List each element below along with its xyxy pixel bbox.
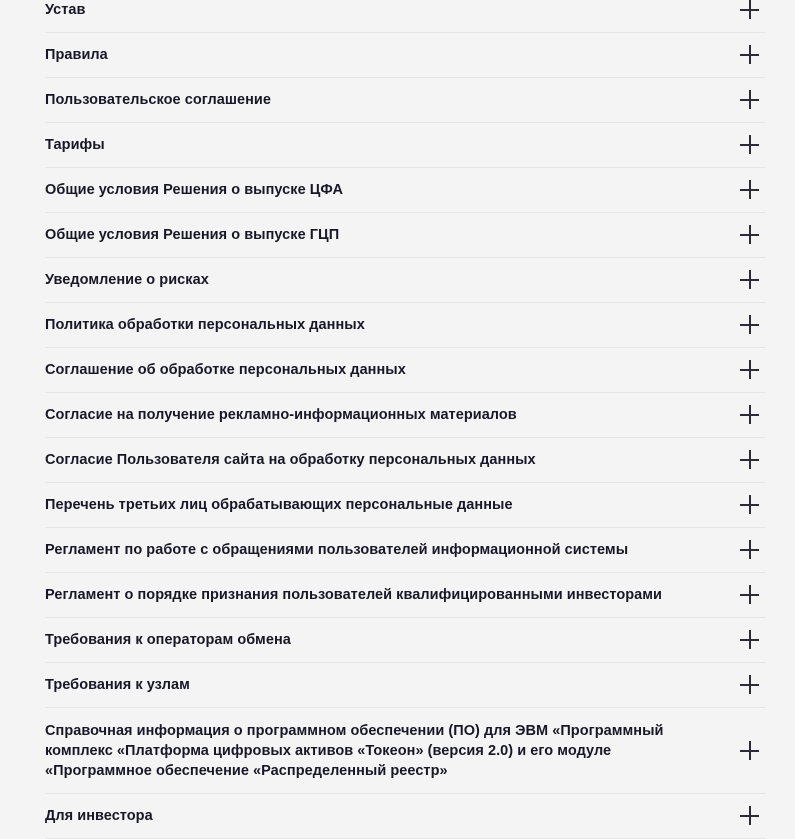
accordion-item-label: Справочная информация о программном обеспечении (ПО) для ЭВМ «Программный комплекс «Платформа цифровых активов «Токеон» (версия 2.0) и его модуле «Программное обеспечение «Распределенный реестр»	[45, 722, 664, 779]
accordion-item-label: Устав	[45, 2, 86, 18]
accordion-item-label: Перечень третьих лиц обрабатывающих персональные данные	[45, 497, 513, 513]
accordion-item-label: Согласие на получение рекламно-информационных материалов	[45, 407, 517, 423]
plus-icon[interactable]	[740, 270, 759, 289]
accordion-item-charter[interactable]	[45, 0, 765, 33]
accordion-item-data-processing-agreement[interactable]	[45, 348, 765, 393]
accordion-item-label: Тарифы	[45, 137, 105, 153]
plus-icon[interactable]	[740, 630, 759, 649]
accordion-item-risk-notice[interactable]	[45, 258, 765, 303]
plus-icon[interactable]	[740, 585, 759, 604]
accordion-item-label: Регламент о порядке признания пользователей квалифицированными инвесторами	[45, 587, 662, 603]
accordion-item-label: Общие условия Решения о выпуске ЦФА	[45, 182, 344, 198]
plus-icon[interactable]	[740, 135, 759, 154]
plus-icon[interactable]	[740, 360, 759, 379]
accordion-item-cfa-terms[interactable]	[45, 168, 765, 213]
accordion-item-marketing-consent[interactable]	[45, 393, 765, 438]
plus-icon[interactable]	[740, 675, 759, 694]
accordion-item-third-parties-list[interactable]	[45, 483, 765, 528]
accordion-item-label: Согласие Пользователя сайта на обработку персональных данных	[45, 452, 536, 468]
accordion-item-privacy-policy[interactable]	[45, 303, 765, 348]
accordion-item-exchange-operators-requirements[interactable]	[45, 618, 765, 663]
plus-icon[interactable]	[740, 90, 759, 109]
plus-icon[interactable]	[740, 180, 759, 199]
accordion-item-label: Политика обработки персональных данных	[45, 317, 365, 333]
plus-icon[interactable]	[740, 806, 759, 825]
accordion-item-appeals-regulation[interactable]	[45, 528, 765, 573]
plus-icon[interactable]	[740, 741, 759, 760]
accordion-item-label: Требования к операторам обмена	[45, 632, 291, 648]
accordion-item-label: Правила	[45, 47, 108, 63]
accordion-item-rules[interactable]	[45, 33, 765, 78]
accordion-item-label: Соглашение об обработке персональных данных	[45, 362, 406, 378]
accordion-item-user-agreement[interactable]	[45, 78, 765, 123]
documents-accordion	[45, 0, 765, 839]
accordion-item-nodes-requirements[interactable]	[45, 663, 765, 708]
plus-icon[interactable]	[740, 315, 759, 334]
accordion-item-label: Пользовательское соглашение	[45, 92, 272, 108]
accordion-item-tariffs[interactable]	[45, 123, 765, 168]
accordion-item-software-info[interactable]	[45, 708, 765, 794]
plus-icon[interactable]	[740, 540, 759, 559]
accordion-item-site-user-consent[interactable]	[45, 438, 765, 483]
plus-icon[interactable]	[740, 405, 759, 424]
plus-icon[interactable]	[740, 0, 759, 19]
accordion-item-label: Для инвестора	[45, 808, 153, 824]
plus-icon[interactable]	[740, 495, 759, 514]
accordion-item-label: Уведомление о рисках	[45, 272, 209, 288]
accordion-item-for-investor[interactable]	[45, 794, 765, 839]
accordion-item-qualified-investors-regulation[interactable]	[45, 573, 765, 618]
accordion-item-gcp-terms[interactable]	[45, 213, 765, 258]
plus-icon[interactable]	[740, 225, 759, 244]
plus-icon[interactable]	[740, 450, 759, 469]
accordion-item-label: Требования к узлам	[45, 677, 190, 693]
accordion-item-label: Общие условия Решения о выпуске ГЦП	[45, 227, 340, 243]
plus-icon[interactable]	[740, 45, 759, 64]
accordion-item-label: Регламент по работе с обращениями пользователей информационной системы	[45, 542, 629, 558]
